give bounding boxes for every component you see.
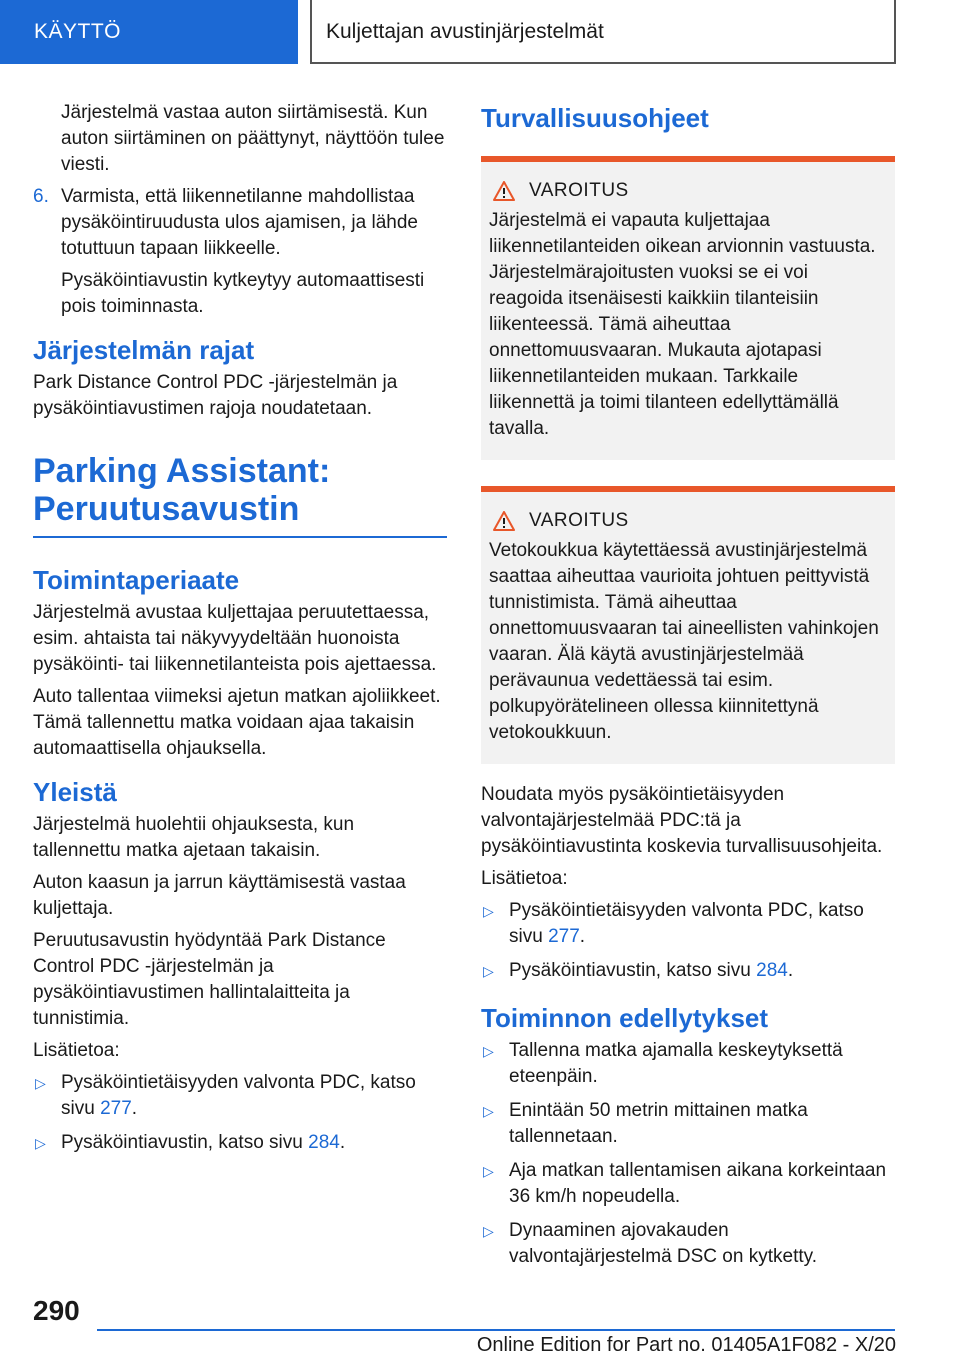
right-column xyxy=(481,100,895,1278)
warning-triangle-icon xyxy=(493,181,515,201)
reference-text: Pysäköintietäisyyden valvonta PDC, katso sivu xyxy=(509,900,864,947)
continued-paragraph: Järjestelmä vastaa auton siirtämisestä. Kun auton siirtäminen on päättynyt, näyttöön tulee viesti. xyxy=(61,102,445,175)
principle-paragraph-2: Auto tallentaa viimeksi ajetun matkan ajoliikkeet. Tämä tallennettu matka voidaan ajaa takaisin automaattisella ohjauksella. xyxy=(33,686,441,759)
warning-box xyxy=(481,156,895,460)
condition-text: Aja matkan tallentamisen aikana korkeintaan 36 km/h nopeudella. xyxy=(509,1160,887,1207)
page-link[interactable]: 277 xyxy=(100,1098,132,1119)
triangle-bullet-icon: ▷ xyxy=(483,903,494,919)
page-link[interactable]: 284 xyxy=(756,960,788,981)
condition-item xyxy=(481,1158,895,1210)
note-paragraph: Noudata myös pysäköintietäisyyden valvontajärjestelmää PDC:tä ja pysäköintiavustinta koskevia turvallisuusohjeita. xyxy=(481,784,883,857)
condition-item xyxy=(481,1218,895,1270)
chapter-title: Kuljettajan avustinjärjestelmät xyxy=(310,0,896,64)
step-text: Varmista, että liikennetilanne mahdollistaa pysäköintiruudusta ulos ajamisen, ja lähde totuttuun tapaan liikkeelle. xyxy=(61,186,418,259)
condition-item xyxy=(481,1098,895,1150)
warning-text: Vetokoukkua käytettäessä avustinjärjestelmä saattaa aiheuttaa vaurioita johtuen peittyvistä tunnistimista. Tämä aiheuttaa onnettomuusvaaran tai aineellisten vahinkojen vaaran. Älä käytä avustinjärjestelmää perävaunua vedettäessä tai esim. polkupyörätelineen ollessa kiinnitettynä vetokoukkuun. xyxy=(489,540,879,743)
triangle-bullet-icon: ▷ xyxy=(483,1103,494,1119)
limits-heading: Järjestelmän rajat xyxy=(33,335,255,365)
triangle-bullet-icon: ▷ xyxy=(483,1043,494,1059)
triangle-bullet-icon: ▷ xyxy=(483,963,494,979)
reference-end: . xyxy=(787,960,794,981)
general-paragraph-3: Peruutusavustin hyödyntää Park Distance Control PDC -järjestelmän ja pysäköintiavustimen hallintalaitteita ja tunnistimia. xyxy=(33,930,386,1029)
page-link[interactable]: 277 xyxy=(548,926,580,947)
condition-item xyxy=(481,1038,895,1090)
main-heading-line-2: Peruutusavustin xyxy=(33,490,300,528)
warning-text: Järjestelmä ei vapauta kuljettajaa liikennetilanteiden oikean arvionnin vastuusta. Järjestelmärajoitusten vuoksi se ei voi reagoida itsenäisesti kaikkiin tilanteisiin liikenteessä. Tämä aiheuttaa onnettomuusvaaran. Mukauta ajotapasi liikennetilanteiden mukaan. Tarkkaile liikennettä ja toimi tilanteen edellyttämällä tavalla. xyxy=(489,210,876,439)
reference-end: . xyxy=(131,1098,138,1119)
warning-title: VAROITUS xyxy=(529,510,629,531)
footer-edition: Online Edition for Part no. 01405A1F082 - X/20 xyxy=(476,1334,896,1356)
left-column xyxy=(33,100,447,1164)
section-tab: KÄYTTÖ xyxy=(0,0,298,64)
warning-title: VAROITUS xyxy=(529,180,629,201)
warning-box xyxy=(481,486,895,764)
step-6 xyxy=(33,184,447,262)
warning-triangle-icon xyxy=(493,511,515,531)
condition-text: Enintään 50 metrin mittainen matka tallennetaan. xyxy=(509,1100,808,1147)
condition-text: Tallenna matka ajamalla keskeytyksettä eteenpäin. xyxy=(509,1040,843,1087)
reference-text: Pysäköintiavustin, katso sivu xyxy=(509,960,757,981)
page-number: 290 xyxy=(33,1295,80,1326)
triangle-bullet-icon: ▷ xyxy=(483,1223,494,1239)
step-note: Pysäköintiavustin kytkeytyy automaattisesti pois toiminnasta. xyxy=(61,270,425,317)
principle-paragraph-1: Järjestelmä avustaa kuljettajaa peruutettaessa, esim. ahtaista tai näkyvyydeltään huonoista pysäköinti- tai liikennetilanteista pois ajettaessa. xyxy=(33,602,437,675)
safety-heading: Turvallisuusohjeet xyxy=(481,103,709,133)
limits-text: Park Distance Control PDC -järjestelmän ja pysäköintiavustimen rajoja noudatetaan. xyxy=(33,372,398,419)
reference-end: . xyxy=(339,1132,346,1153)
triangle-bullet-icon: ▷ xyxy=(35,1075,46,1091)
main-heading-line-1: Parking Assistant: xyxy=(33,452,331,490)
step-number: 6. xyxy=(33,186,49,207)
triangle-bullet-icon: ▷ xyxy=(483,1163,494,1179)
triangle-bullet-icon: ▷ xyxy=(35,1135,46,1151)
reference-text: Pysäköintiavustin, katso sivu xyxy=(61,1132,309,1153)
principle-heading: Toimintaperiaate xyxy=(33,565,240,595)
more-info-label: Lisätietoa: xyxy=(33,1040,120,1061)
reference-item xyxy=(481,958,895,984)
reference-item xyxy=(481,898,895,950)
reference-text: Pysäköintietäisyyden valvonta PDC, katso sivu xyxy=(61,1072,416,1119)
main-heading xyxy=(33,452,447,538)
reference-end: . xyxy=(579,926,586,947)
general-paragraph-2: Auton kaasun ja jarrun käyttämisestä vastaa kuljettaja. xyxy=(33,872,406,919)
condition-text: Dynaaminen ajovakauden valvontajärjestelmä DSC on kytketty. xyxy=(509,1220,817,1267)
more-info-label: Lisätietoa: xyxy=(481,868,568,889)
reference-item xyxy=(33,1130,447,1156)
conditions-heading: Toiminnon edellytykset xyxy=(481,1003,769,1033)
general-heading: Yleistä xyxy=(33,777,117,807)
general-paragraph-1: Järjestelmä huolehtii ohjauksesta, kun tallennettu matka ajetaan takaisin. xyxy=(33,814,355,861)
page-link[interactable]: 284 xyxy=(308,1132,340,1153)
reference-item xyxy=(33,1070,447,1122)
